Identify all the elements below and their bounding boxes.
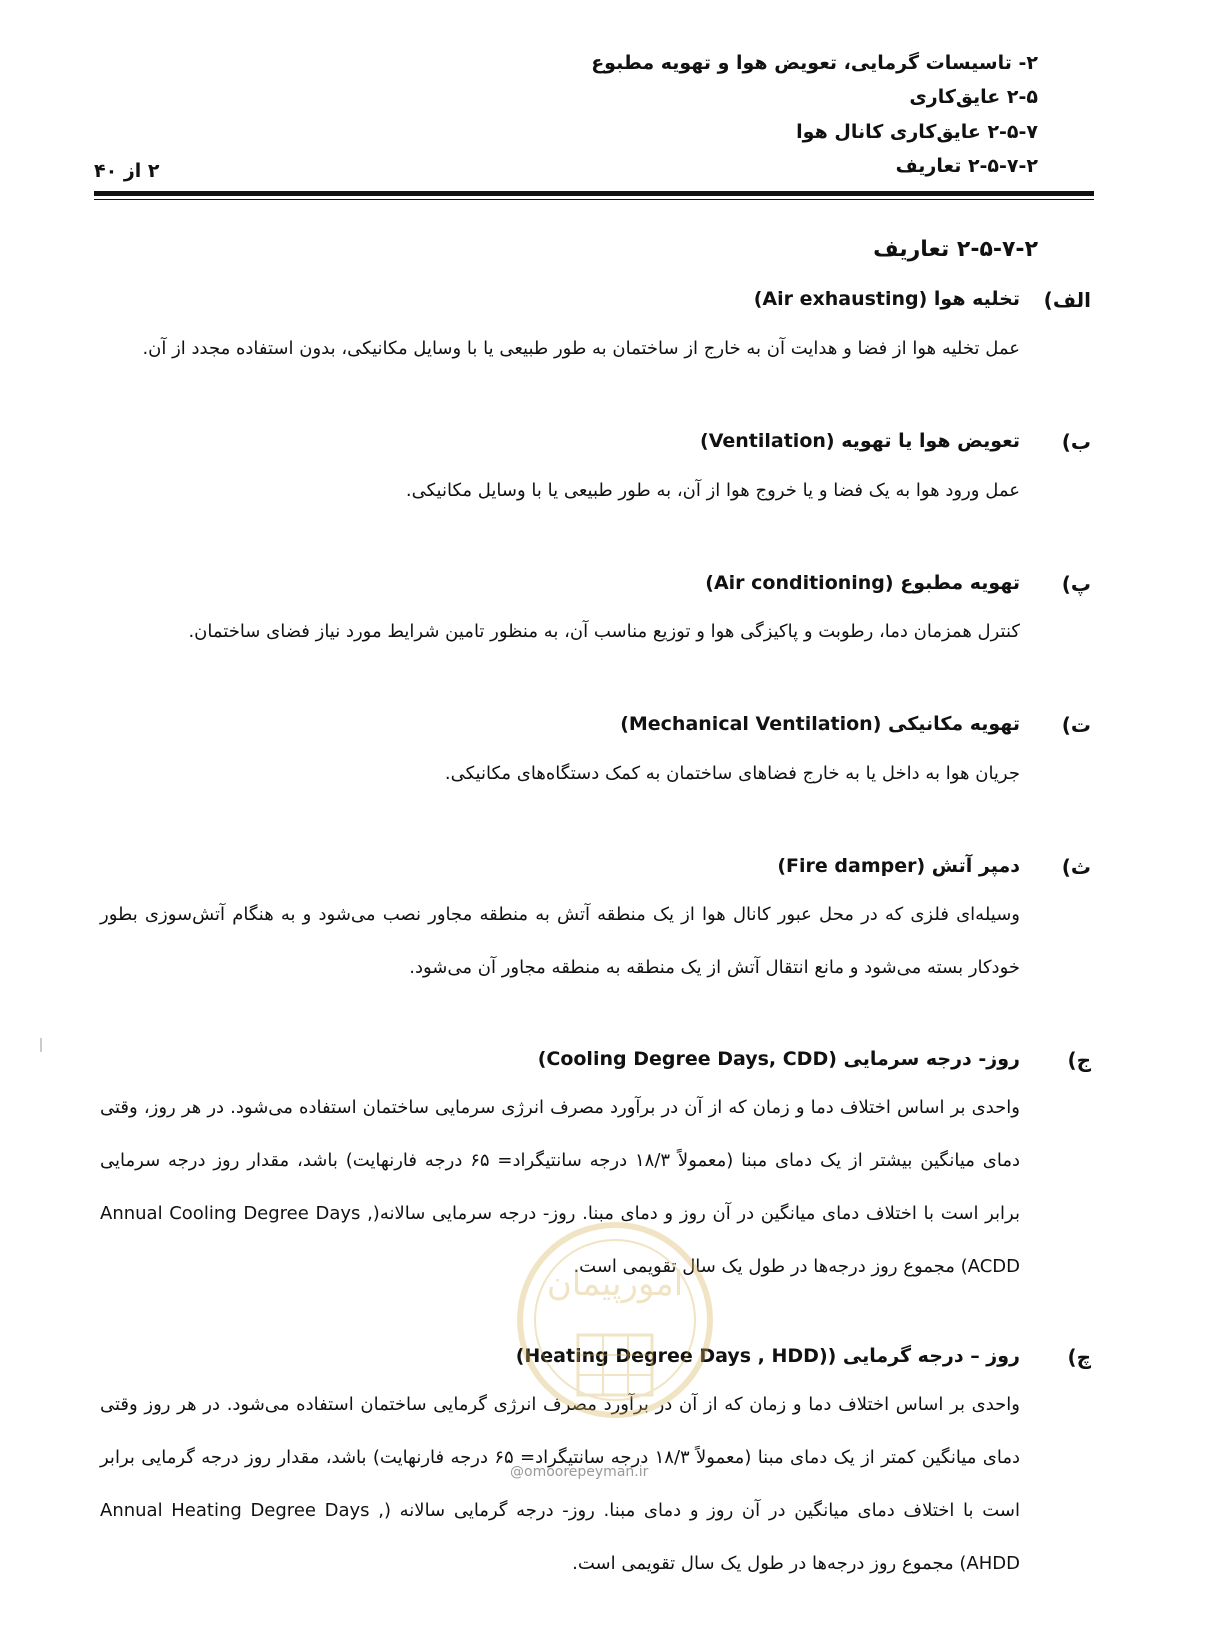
definition-body: عمل ورود هوا به یک فضا و یا خروج هوا از آن، به طور طبیعی یا با وسایل مکانیکی. bbox=[405, 480, 1020, 501]
breadcrumb-subsection: ۲-۵-۷ عایق‌کاری کانال هوا bbox=[796, 121, 1038, 143]
definition-term: تعویض هوا یا تهویه (Ventilation) bbox=[700, 430, 1020, 452]
definition-body: جریان هوا به داخل یا به خارج فضاهای ساختمان به کمک دستگاه‌های مکانیکی. bbox=[444, 763, 1020, 784]
watermark-logo-text: امورپیمان bbox=[546, 1264, 684, 1304]
definition-term: تهویه مطبوع (Air conditioning) bbox=[705, 572, 1020, 594]
header-divider bbox=[94, 191, 1094, 196]
definition-body: واحدی بر اساس اختلاف دما و زمان که از آن در برآورد مصرف انرژی گرمایی ساختمان استفاده می‌شود. در هر روز وقتی دمای میانگین کمتر از یک دمای مبنا (معمولاً ۱۸/۳ درجه سانتیگراد= ۶۵ درجه فارنهایت) باشد، مقدار روز درجه گرمایی برابر است با اختلاف دمای میانگین در آن روز و دمای مبنا. روز- درجه گرمایی سالانه (Annual Heating Degree Days , AHDD) مجموع روز درجه‌ها در طول یک سال تقویمی است. bbox=[100, 1394, 1020, 1574]
breadcrumb-topic: ۲-۵-۷-۲ تعاریف bbox=[895, 155, 1038, 177]
definition-letter: ت) bbox=[1061, 713, 1091, 737]
definition-letter: چ) bbox=[1067, 1345, 1091, 1369]
definition-term: دمپر آتش (Fire damper) bbox=[777, 855, 1020, 877]
definition-term: روز – درجه گرمایی ((Heating Degree Days , HDD) bbox=[515, 1345, 1020, 1367]
page-number: ۲ از ۴۰ bbox=[94, 160, 160, 182]
definition-letter: ب) bbox=[1061, 430, 1091, 454]
definition-letter: پ) bbox=[1061, 572, 1091, 596]
definition-term: روز- درجه سرمایی (Cooling Degree Days, CDD) bbox=[537, 1048, 1020, 1070]
definition-body: عمل تخلیه هوا از فضا و هدایت آن به خارج از ساختمان به طور طبیعی یا با وسایل مکانیکی، بدون استفاده مجدد از آن. bbox=[142, 338, 1020, 359]
definition-body: وسیله‌ای فلزی که در محل عبور کانال هوا از یک منطقه آتش به منطقه مجاور نصب می‌شود و به هنگام آتش‌سوزی بطور خودکار بسته می‌شود و مانع انتقال آتش از یک منطقه به منطقه مجاور آن می‌شود. bbox=[100, 904, 1020, 978]
scan-artifact bbox=[40, 1038, 42, 1052]
header-divider-thin bbox=[94, 199, 1094, 200]
breadcrumb-chapter: ۲- تاسیسات گرمایی، تعویض هوا و تهویه مطبوع bbox=[591, 52, 1038, 74]
definition-term: تخلیه هوا (Air exhausting) bbox=[753, 288, 1020, 310]
definition-term: تهویه مکانیکی (Mechanical Ventilation) bbox=[620, 713, 1020, 735]
definition-body: واحدی بر اساس اختلاف دما و زمان که از آن در برآورد مصرف انرژی سرمایی ساختمان استفاده می‌شود. در هر روز، وقتی دمای میانگین بیشتر از یک دمای مبنا (معمولاً ۱۸/۳ درجه سانتیگراد= ۶۵ درجه فارنهایت) باشد، مقدار روز درجه سرمایی برابر است با اختلاف دمای میانگین در آن روز و دمای مبنا. روز- درجه سرمایی سالانه(Annual Cooling Degree Days , ACDD) مجموع روز درجه‌ها در طول یک سال تقویمی است. bbox=[100, 1097, 1021, 1277]
definition-letter: ج) bbox=[1067, 1048, 1091, 1072]
breadcrumb-section: ۲-۵ عایق‌کاری bbox=[909, 86, 1038, 108]
definition-letter: ث) bbox=[1061, 855, 1091, 879]
section-title: ۲-۵-۷-۲ تعاریف bbox=[873, 237, 1038, 262]
definition-letter: الف) bbox=[1043, 288, 1091, 312]
watermark-site: @omoorepeyman.ir bbox=[510, 1464, 649, 1480]
definition-body: کنترل همزمان دما، رطوبت و پاکیزگی هوا و توزیع مناسب آن، به منظور تامین شرایط مورد نیاز فضای ساختمان. bbox=[188, 621, 1020, 642]
watermark-logo bbox=[508, 1215, 723, 1445]
